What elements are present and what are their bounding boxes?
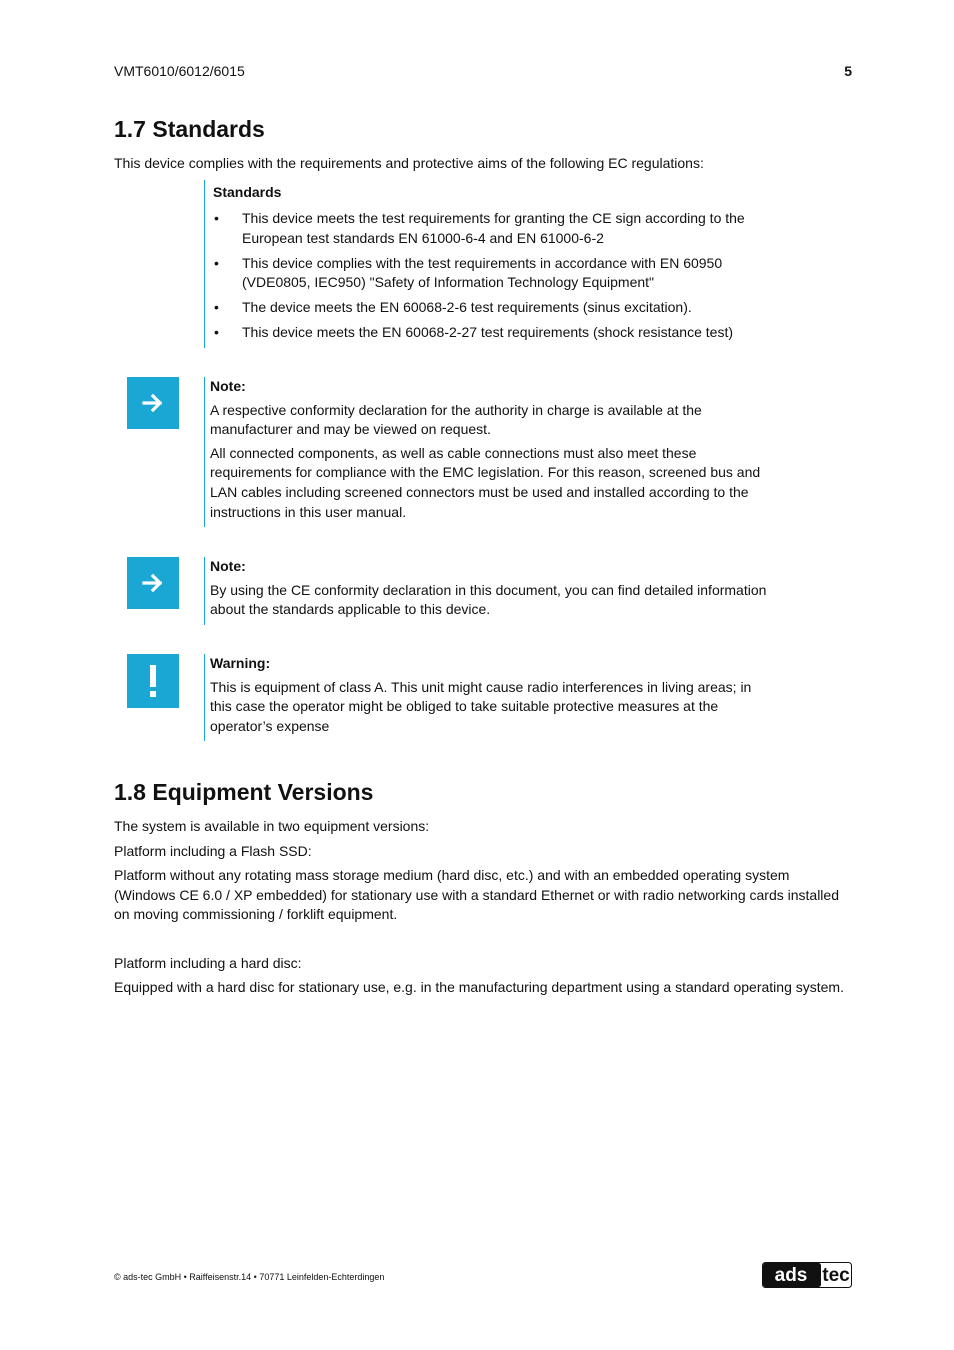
warning-text: This is equipment of class A. This unit might cause radio interferences in living areas; in this case the operator might be obliged to take suitable protective measures at the operator’s expense	[210, 678, 752, 734]
bullet-icon: •	[214, 324, 219, 341]
standards-intro: This device complies with the requirements and protective aims of the following EC regulations:	[114, 155, 704, 171]
logo-text-left: ads	[774, 1265, 808, 1286]
standards-box	[204, 180, 805, 348]
list-item: • The device meets the EN 60068-2-6 test requirements (sinus excitation).	[213, 298, 793, 318]
standards-list	[213, 209, 793, 349]
bullet-icon: •	[214, 299, 219, 316]
ads-tec-logo	[762, 1262, 852, 1288]
note-label: Note:	[210, 558, 246, 574]
note-text: By using the CE conformity declaration in this document, you can find detailed information about the standards applicable to this device.	[210, 581, 767, 618]
section-title-standards: 1.7 Standards	[114, 116, 265, 142]
paragraph: Platform without any rotating mass storage medium (hard disc, etc.) and with an embedded operating system (Windows CE 6.0 / XP embedded) for stationary use with a standard Ethernet or with radio networking cards installed on moving commissioning / forklift equipment.	[114, 867, 839, 923]
document-id: VMT6010/6012/6015	[114, 63, 245, 79]
exclamation-icon	[127, 654, 179, 708]
note-text: A respective conformity declaration for the authority in charge is available at the manufacturer and may be viewed on request.	[210, 401, 702, 438]
list-item: • This device complies with the test requirements in accordance with EN 60950 (VDE0805, IEC950) "Safety of Information Technology Equipment"	[214, 254, 723, 291]
logo-graphic	[762, 1262, 852, 1288]
section-title-equipment-versions: 1.8 Equipment Versions	[114, 779, 374, 805]
note-text: All connected components, as well as cable connections must also meet these requirements for compliance with the EMC legislation. For this reason, screened bus and LAN cables including screened connectors must be used and installed according to the instructions in this user manual.	[210, 444, 761, 520]
paragraph: Equipped with a hard disc for stationary use, e.g. in the manufacturing department using a standard operating system.	[114, 979, 844, 995]
note-label: Note:	[210, 378, 246, 394]
standards-box-title: Standards	[213, 184, 282, 200]
footer-copyright: © ads-tec GmbH • Raiffeisenstr.14 • 70771 Leinfelden-Echterdingen	[114, 1272, 385, 1282]
warning-class-a	[204, 654, 770, 741]
arrow-right-icon	[127, 377, 179, 429]
arrow-right-icon	[127, 557, 179, 609]
note-ce-declaration	[204, 557, 770, 625]
bullet-icon: •	[214, 254, 219, 271]
paragraph: Platform including a hard disc:	[114, 955, 302, 971]
list-item: • This device meets the EN 60068-2-27 test requirements (shock resistance test)	[213, 323, 793, 343]
warning-label: Warning:	[210, 655, 271, 671]
note-conformity	[204, 377, 770, 527]
paragraph: The system is available in two equipment versions:	[114, 818, 430, 834]
list-item: • This device meets the test requirements for granting the CE sign according to the European test standards EN 61000-6-4 and EN 61000-6-2	[214, 210, 745, 246]
page-number: 5	[844, 63, 852, 79]
logo-text-right: tec	[822, 1265, 850, 1286]
bullet-icon: •	[214, 210, 219, 226]
paragraph: Platform including a Flash SSD:	[114, 843, 312, 859]
